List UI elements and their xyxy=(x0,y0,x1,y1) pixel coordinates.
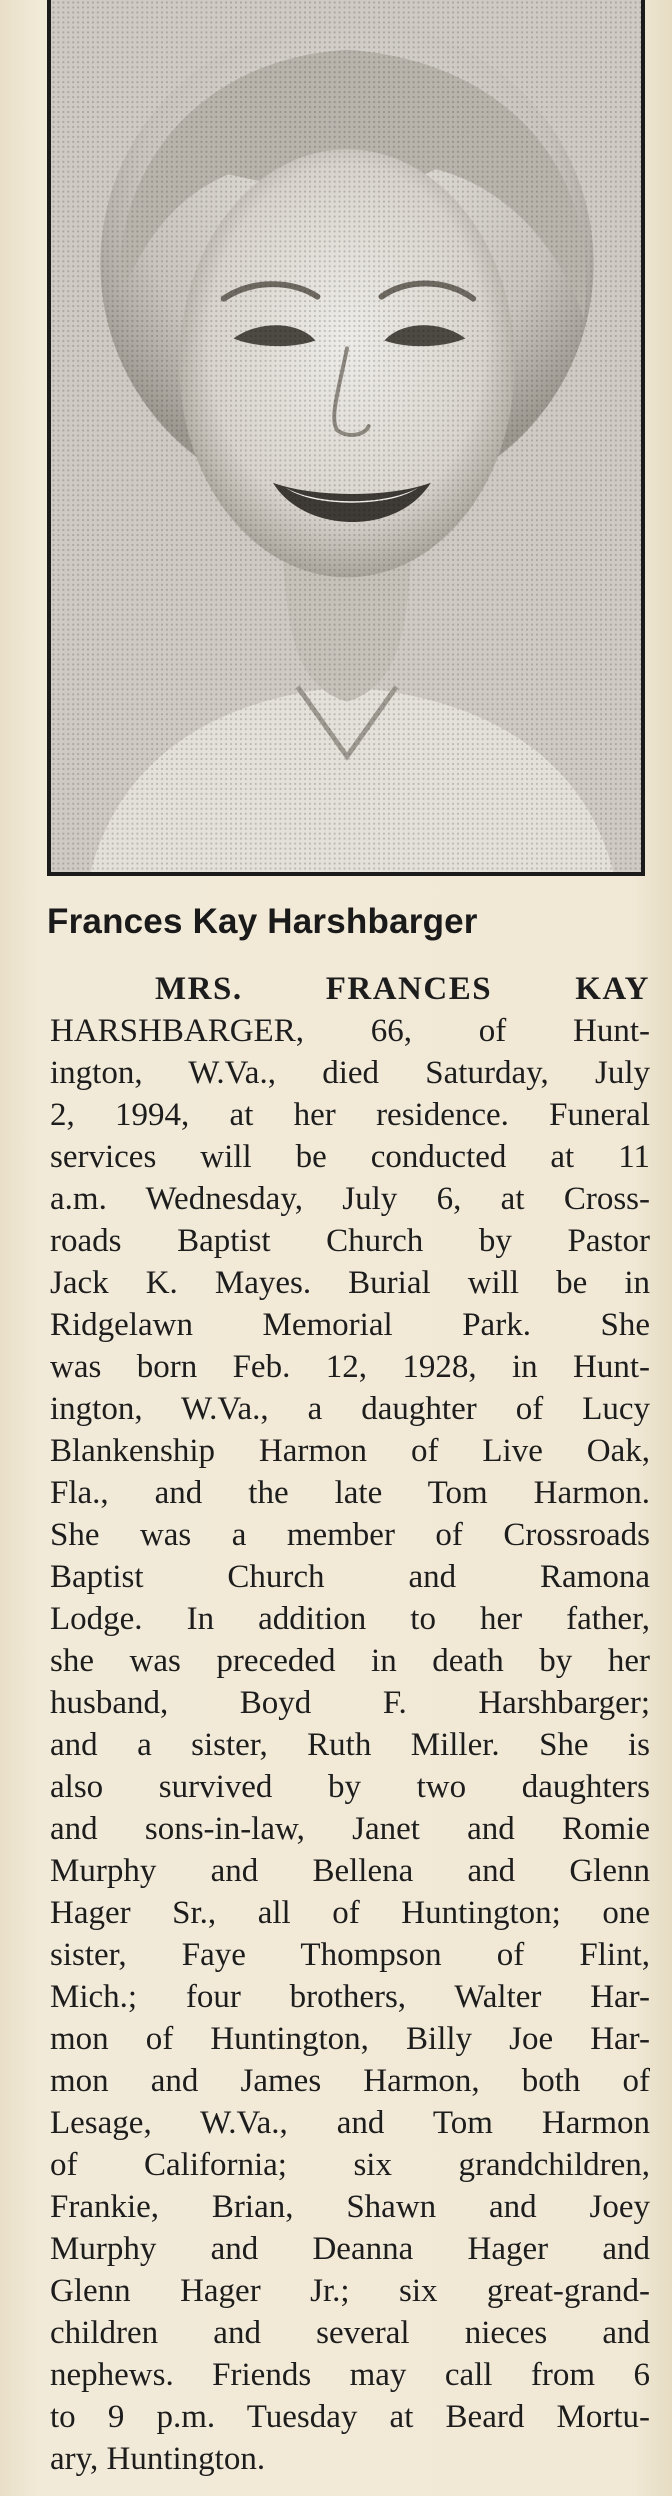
obituary-line: roads Baptist Church by Pastor xyxy=(50,1223,650,1259)
portrait-photo xyxy=(47,0,645,876)
obituary-line: and a sister, Ruth Miller. She is xyxy=(50,1727,650,1763)
obituary-line: husband, Boyd F. Harshbarger; xyxy=(50,1685,650,1721)
obituary-line: Glenn Hager Jr.; six great-grand- xyxy=(50,2273,650,2309)
obituary-line: and sons-in-law, Janet and Romie xyxy=(50,1811,650,1847)
obituary-line: Murphy and Deanna Hager and xyxy=(50,2231,650,2267)
obituary-line: of California; six grandchildren, xyxy=(50,2147,650,2183)
obituary-line: Lodge. In addition to her father, xyxy=(50,1601,650,1637)
obituary-line: Fla., and the late Tom Harmon. xyxy=(50,1475,650,1511)
obituary-line: sister, Faye Thompson of Flint, xyxy=(50,1937,650,1973)
obituary-line: ington, W.Va., a daughter of Lucy xyxy=(50,1391,650,1427)
obituary-line: She was a member of Crossroads xyxy=(50,1517,650,1553)
obituary-line: Baptist Church and Ramona xyxy=(50,1559,650,1595)
obituary-line: Blankenship Harmon of Live Oak, xyxy=(50,1433,650,1469)
obituary-line: was born Feb. 12, 1928, in Hunt- xyxy=(50,1349,650,1385)
obituary-line: children and several nieces and xyxy=(50,2315,650,2351)
portrait-photo-image xyxy=(51,0,641,872)
obituary-line: Hager Sr., all of Huntington; one xyxy=(50,1895,650,1931)
obituary-line: HARSHBARGER, 66, of Hunt- xyxy=(50,1013,650,1049)
obituary-line: 2, 1994, at her residence. Funeral xyxy=(50,1097,650,1133)
obituary-line: Ridgelawn Memorial Park. She xyxy=(50,1307,650,1343)
obituary-line: services will be conducted at 11 xyxy=(50,1139,650,1175)
obituary-line: Mich.; four brothers, Walter Har- xyxy=(50,1979,650,2015)
obituary-line: nephews. Friends may call from 6 xyxy=(50,2357,650,2393)
obituary-line: mon and James Harmon, both of xyxy=(50,2063,650,2099)
obituary-line: Lesage, W.Va., and Tom Harmon xyxy=(50,2105,650,2141)
obituary-line: Frankie, Brian, Shawn and Joey xyxy=(50,2189,650,2225)
obituary-line: mon of Huntington, Billy Joe Har- xyxy=(50,2021,650,2057)
obituary-name-heading: Frances Kay Harshbarger xyxy=(47,902,478,941)
obituary-line: Murphy and Bellena and Glenn xyxy=(50,1853,650,1889)
obituary-line: to 9 p.m. Tuesday at Beard Mortu- xyxy=(50,2399,650,2435)
obituary-line: MRS. FRANCES KAY xyxy=(155,971,650,1007)
obituary-line: Jack K. Mayes. Burial will be in xyxy=(50,1265,650,1301)
obituary-line: ary, Huntington. xyxy=(50,2441,266,2477)
obituary-line: a.m. Wednesday, July 6, at Cross- xyxy=(50,1181,650,1217)
obituary-line: she was preceded in death by her xyxy=(50,1643,650,1679)
obituary-line: ington, W.Va., died Saturday, July xyxy=(50,1055,650,1091)
obituary-line: also survived by two daughters xyxy=(50,1769,650,1805)
obituary-text xyxy=(50,968,650,2480)
